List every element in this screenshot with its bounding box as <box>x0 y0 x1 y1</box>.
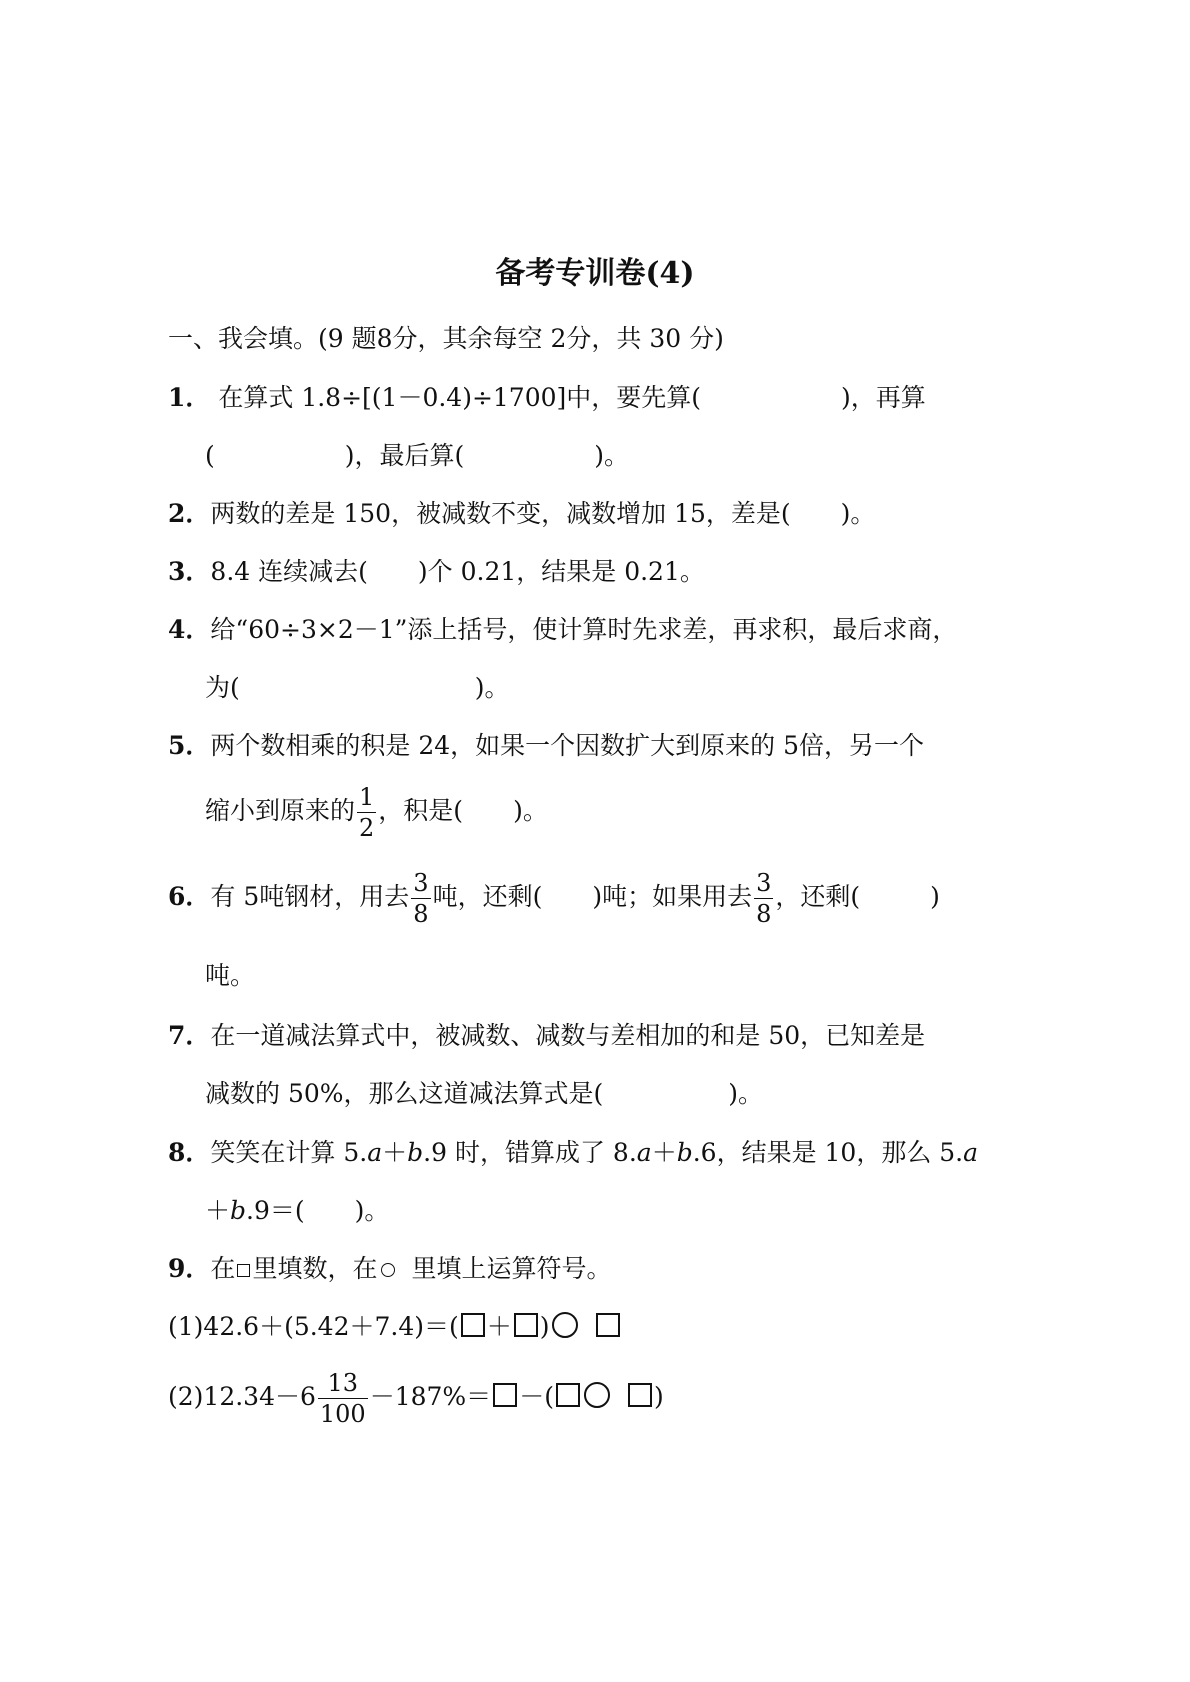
operator-circle[interactable] <box>584 1382 610 1408</box>
answer-box[interactable] <box>514 1313 538 1337</box>
question-text: ( <box>205 441 215 470</box>
question-text: 两数的差是 150，被减数不变，减数增加 15，差是( <box>210 499 791 528</box>
question-1-line-1: 1． 在算式 1.8÷[(1－0.4)÷1700]中，要先算( )，再算 <box>168 383 926 412</box>
section-heading: 一、我会填。(9 题8分，其余每空 2分，共 30 分) <box>168 324 724 353</box>
answer-box[interactable] <box>461 1313 485 1337</box>
question-4-line-2 <box>205 670 510 706</box>
fraction: $\frac{1}{2}$ <box>359 783 375 842</box>
question-text: )。 <box>840 499 876 528</box>
question-text: ，积是( <box>378 796 464 825</box>
question-text: )，最后算( <box>344 441 465 470</box>
question-text: 里填数，在 <box>252 1254 378 1283</box>
question-number: 3 <box>168 557 186 586</box>
question-text: 里填上运算符号。 <box>411 1254 612 1283</box>
question-text: )。 <box>594 441 630 470</box>
question-text: 给“60÷3×2－1”添上括号，使计算时先求差，再求积，最后求商， <box>210 615 958 644</box>
question-number: 6 <box>168 882 186 911</box>
question-text: 吨，还剩( <box>432 882 543 911</box>
question-text: 缩小到原来的 <box>205 796 356 825</box>
question-text: 有 5吨钢材，用去 <box>210 882 410 911</box>
answer-box[interactable] <box>628 1383 652 1407</box>
question-text: 减数的 50%，那么这道减法算式是( <box>205 1079 604 1108</box>
question-text: ，还剩( <box>775 882 861 911</box>
question-text: ) <box>930 882 940 911</box>
question-number: 8 <box>168 1138 186 1167</box>
question-number: 9 <box>168 1254 186 1283</box>
question-text: 为( <box>205 673 240 702</box>
question-number: 1 <box>168 383 186 412</box>
variable-a: a <box>963 1138 979 1167</box>
variable-b: b <box>230 1196 247 1225</box>
question-text: )，再算 <box>841 383 926 412</box>
question-text: )。 <box>728 1079 764 1108</box>
answer-box[interactable] <box>596 1313 620 1337</box>
question-3: 3．8.4 连续减去( )个 0.21，结果是 0.21。 <box>168 557 705 586</box>
question-8-line-2: ＋b.9＝( )。 <box>205 1196 390 1225</box>
question-number: 7 <box>168 1021 186 1050</box>
question-text: 两个数相乘的积是 24，如果一个因数扩大到原来的 5倍，另一个 <box>210 731 925 760</box>
question-text: 在一道减法算式中，被减数、减数与差相加的和是 50，已知差是 <box>210 1021 926 1050</box>
question-5-line-1: 5．两个数相乘的积是 24，如果一个因数扩大到原来的 5倍，另一个 <box>168 731 925 760</box>
question-text: 吨。 <box>205 961 256 990</box>
question-text: 在算式 1.8÷[(1－0.4)÷1700]中，要先算( <box>218 383 702 412</box>
question-1-line-2 <box>205 438 629 474</box>
question-7-line-2 <box>205 1076 763 1112</box>
question-8-line-1: 8．笑笑在计算 5.a＋b.9 时，错算成了 8.a＋b.6，结果是 10，那么 5.a <box>168 1138 979 1167</box>
question-9: 9．在 里填数，在 里填上运算符号。 <box>168 1254 612 1283</box>
variable-a: a <box>636 1138 652 1167</box>
fraction: $\frac{13}{100}$ <box>319 1369 366 1428</box>
answer-box[interactable] <box>556 1383 580 1407</box>
question-number: 2 <box>168 499 186 528</box>
fraction: $\frac{3}{8}$ <box>413 869 429 928</box>
question-9-part-2: (2)12.34－6 $\frac{13}{100}$ －187%＝ －( ) <box>168 1369 664 1428</box>
circle-icon <box>381 1263 395 1277</box>
question-number: 4 <box>168 615 186 644</box>
variable-a: a <box>367 1138 383 1167</box>
question-7-line-1: 7．在一道减法算式中，被减数、减数与差相加的和是 50，已知差是 <box>168 1021 926 1050</box>
page-title: 备考专训卷(4) <box>495 256 695 291</box>
question-text: 在 <box>210 1254 236 1283</box>
question-text: )个 0.21，结果是 0.21。 <box>417 557 705 586</box>
question-2: 2．两数的差是 150，被减数不变，减数增加 15，差是( )。 <box>168 499 876 528</box>
question-4-line-1: 4．给“60÷3×2－1”添上括号，使计算时先求差，再求积，最后求商， <box>168 615 958 644</box>
answer-box[interactable] <box>493 1383 517 1407</box>
question-9-part-1: (1)42.6＋(5.42＋7.4)＝( ＋ ) <box>168 1309 622 1345</box>
square-icon <box>237 1264 250 1277</box>
question-text: )。 <box>474 673 510 702</box>
question-text: 笑笑在计算 5. <box>210 1138 368 1167</box>
variable-b: b <box>676 1138 693 1167</box>
question-number: 5 <box>168 731 186 760</box>
question-6-line-2 <box>205 958 255 994</box>
fraction: $\frac{3}{8}$ <box>756 869 772 928</box>
question-text: 8.4 连续减去( <box>210 557 368 586</box>
question-5-line-2 <box>205 782 548 843</box>
variable-b: b <box>407 1138 424 1167</box>
question-6-line-1: 6．有 5吨钢材，用去 $\frac{3}{8}$ 吨，还剩( )吨；如果用去 $\frac{3}{8}$ ，还剩( ) <box>168 869 940 928</box>
question-text: )吨；如果用去 <box>592 882 753 911</box>
operator-circle[interactable] <box>552 1312 578 1338</box>
question-text: )。 <box>513 796 548 825</box>
